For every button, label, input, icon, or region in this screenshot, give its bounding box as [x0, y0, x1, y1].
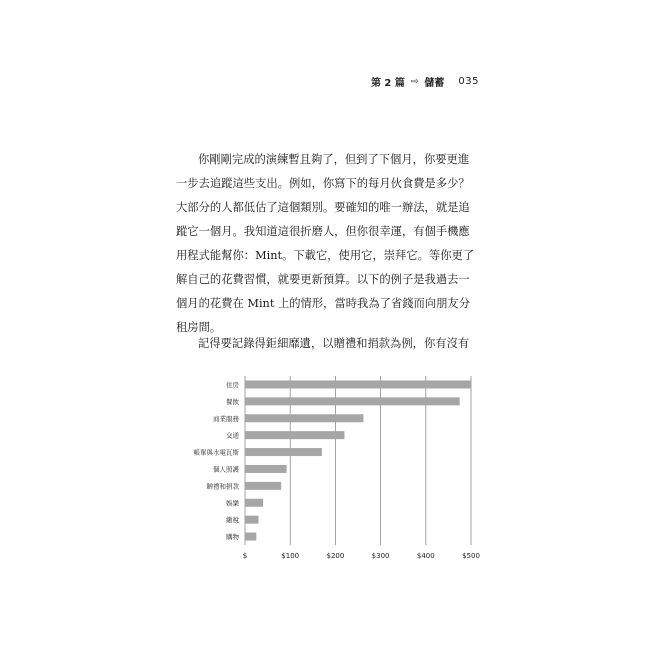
category-label: 住房 [226, 380, 239, 389]
arrow-icon: ⇨ [410, 76, 419, 87]
category-label: 餐飲 [226, 397, 239, 406]
paragraph-line: 你剛剛完成的演練暫且夠了，但到了下個月，你要更進 [198, 153, 470, 166]
category-label: 個人照護 [213, 465, 239, 474]
category-label: 購物 [226, 533, 239, 542]
section-title: 儲蓄 [424, 78, 445, 89]
category-label: 娛樂 [226, 499, 239, 508]
category-label: 繳稅 [226, 516, 239, 525]
bar [245, 465, 287, 473]
paragraph-line: 蹤它一個月。我知道這很折磨人，但你很幸運，有個手機應 [176, 225, 470, 238]
category-label: 贈禮和捐款 [206, 482, 239, 491]
category-label: 商業服務 [213, 414, 239, 423]
category-label: 交通 [226, 431, 239, 440]
paragraph-line: 解自己的花費習慣，就要更新預算。以下的例子是我過去一 [176, 273, 470, 286]
bar [245, 397, 460, 405]
bar [245, 448, 322, 456]
paragraph-line: 租房間。 [176, 321, 222, 334]
x-tick-label: $400 [416, 552, 435, 560]
bar [245, 482, 281, 490]
chapter-label: 第 2 篇 [370, 78, 405, 89]
bar [245, 499, 263, 507]
bar [245, 431, 344, 439]
category-label: 帳單與水電瓦斯 [193, 448, 239, 457]
x-tick-label: $200 [326, 552, 345, 560]
x-tick-label: $ [242, 552, 248, 560]
x-tick-label: $500 [462, 552, 480, 560]
paragraph-line: 一步去追蹤這些支出。例如，你寫下的每月伙食費是多少？ [176, 177, 470, 190]
paragraph-line: 用程式能幫你：Mint。下載它，使用它，崇拜它。等你更了 [176, 249, 475, 262]
x-tick-label: $100 [281, 552, 300, 560]
bar [245, 533, 256, 541]
page-number: 035 [458, 76, 479, 87]
x-tick-label: $300 [371, 552, 390, 560]
paragraph-2: 記得要記錄得鉅細靡遺，以贈禮和捐款為例，你有沒有 [198, 337, 470, 350]
bar [245, 380, 471, 388]
bar [245, 516, 259, 524]
paragraph-line: 個月的花費在 Mint 上的情形，當時我為了省錢而向朋友分 [176, 297, 471, 310]
bar [245, 414, 363, 422]
paragraph-line: 大部分的人都低估了這個類別。要確知的唯一辦法，就是追 [176, 201, 470, 214]
